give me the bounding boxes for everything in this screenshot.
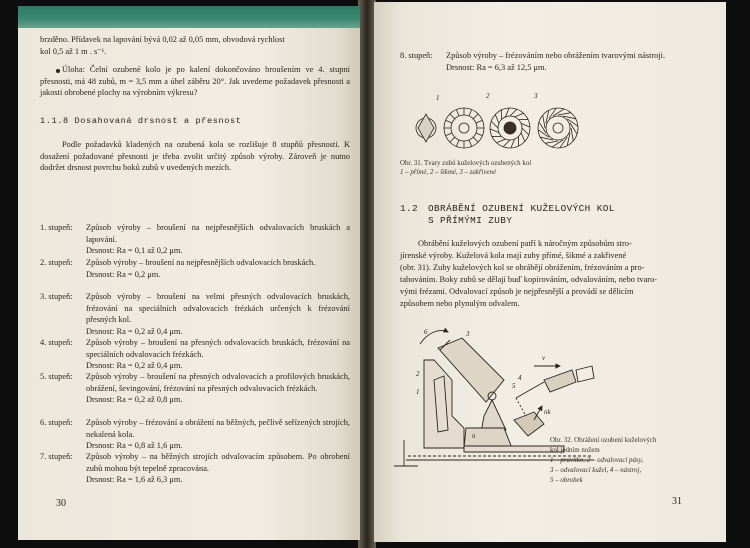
grade-7: [40, 451, 350, 486]
fig32-label-2: 2: [416, 370, 420, 378]
grade-8: [400, 50, 700, 73]
fig32-label-1: 1: [416, 388, 420, 396]
grade-label: 7. stupeň:: [40, 452, 73, 461]
fig31-label-1: 1: [436, 94, 440, 102]
figure-32-caption-line: 5 – obrobek: [550, 477, 583, 484]
fig32-label-4: 4: [518, 374, 522, 382]
section-heading-number: 1.2: [400, 203, 419, 214]
fig32-label-3: 3: [466, 330, 470, 338]
figure-31-legend: 1 – přímé, 2 – šikmé, 3 – zakřivené: [400, 169, 497, 176]
grade-roughness: Drsnost: Ra = 0,2 až 0,4 μm.: [86, 326, 183, 336]
grade-4: [40, 337, 350, 372]
grade-label: 3. stupeň:: [40, 292, 73, 301]
figure-32-caption-line: kol jedním nožem: [550, 447, 600, 454]
figure-31-caption: Obr. 31. Tvary zubů kuželových ozubených kol: [400, 160, 532, 167]
grade-1: [40, 222, 350, 257]
grade-method: Způsob výroby – broušení na velmi přesných odvalovacích bruskách, frézování na speciálních odvalovacích frézkách určených k frézování přesných kol.: [86, 292, 350, 325]
grade-8-text: Způsob výroby – frézováním nebo obrážením tvarovými nástroji.: [446, 51, 666, 60]
grade-roughness: Drsnost: Ra = 0,8 až 1,6 μm.: [86, 441, 183, 451]
page-number-left: 30: [56, 498, 66, 509]
grade-label: 2. stupeň:: [40, 258, 73, 267]
grade-roughness: Drsnost: Ra = 0,2 až 0,8 μm.: [86, 395, 183, 405]
grade-method: Způsob výroby – broušení na nejpřesnějších odvalovacích bruskách a lapování.: [86, 223, 350, 244]
fig32-label-v: v: [542, 354, 546, 362]
fig32-label-5: 5: [512, 382, 516, 390]
paragraph-line: Obrábění kuželových ozubení patří k náročným způsobům stro-: [418, 239, 632, 248]
grade-method: Způsob výroby – frézování a obrážení na běžných, pečlivě seřízených strojích, nekalená kola.: [86, 418, 350, 439]
grade-8-label: 8. stupeň:: [400, 51, 433, 60]
gear-straight-teeth-drawing: [416, 114, 436, 142]
figure-31-gear-shapes: [414, 90, 584, 154]
paragraph-line: tahováním. Boky zubů se dělají buď kopírováním, odvalováním, nebo tvaro-: [400, 275, 658, 284]
page-number-right: 31: [672, 496, 682, 507]
section-heading-line-1: OBRÁBĚNÍ OZUBENÍ KUŽELOVÝCH KOL: [428, 203, 615, 214]
fig31-label-3: 3: [534, 92, 538, 100]
fig31-label-2: 2: [486, 92, 490, 100]
grade-label: 1. stupeň:: [40, 223, 73, 232]
grade-2: [40, 257, 350, 280]
grade-8-roughness: Drsnost: Ra = 6,3 až 12,5 μm.: [446, 62, 547, 72]
paragraph-line: způsobem nebo plynulým odvalem.: [400, 299, 520, 308]
grade-roughness: Drsnost: Ra = 0,2 až 0,4 μm.: [86, 361, 183, 371]
fig32-label-n: n: [472, 432, 476, 440]
grade-roughness: Drsnost: Ra = 0,1 až 0,2 μm.: [86, 246, 183, 256]
gear-straight-drawing: [444, 108, 484, 148]
section-heading-line-2: S PŘÍMÝMI ZUBY: [428, 215, 513, 226]
grade-label: 4. stupeň:: [40, 338, 73, 347]
section-paragraph: Podle požadavků kladených na ozubená kola se rozlišuje 8 stupňů přesnosti. K dosažení požadované přesnosti je třeba zvolit určitý způsob výroby. Zároveň je nutno dodržet drsnost povrchu boků zubů v uvedených mezích.: [40, 140, 350, 173]
grade-6: [40, 417, 350, 452]
grade-method: Způsob výroby – broušení na nejpřesnějších odvalovacích bruskách.: [86, 258, 316, 267]
figure-32-caption-line: 3 – odvalovací kužel, 4 – nástroj,: [550, 467, 642, 474]
section-title: 1.1.8 Dosahovaná drsnost a přesnost: [40, 116, 242, 126]
intro-line-2: kol 0,5 až 1 m . s⁻¹.: [40, 47, 107, 56]
grade-label: 6. stupeň:: [40, 418, 73, 427]
grade-roughness: Drsnost: Ra = 1,6 až 6,3 μm.: [86, 475, 183, 485]
grade-method: Způsob výroby – na běžných strojích odvalovacím způsobem. Po obrobení zubů mohou být tepelně zpracována.: [86, 452, 350, 473]
paragraph-line: vými frézami. Odvalovací způsob je nejpřesnější a provádí se dělicím: [400, 287, 634, 296]
grade-5: [40, 371, 350, 406]
paragraph-line: jírenské výroby. Kuželová kola mají zuby přímé, šikmé a zakřivené: [400, 251, 627, 260]
gear-spiral-drawing: [538, 108, 578, 148]
grade-method: Způsob výroby – broušení na přesných odvalovacích a profilových bruskách, obrážení, ševingování, frézování na přesných odvalovacích frézkách.: [86, 372, 350, 393]
figure-32-caption-line: Obr. 32. Obrážení ozubení kuželových: [550, 437, 657, 444]
gear-helical-drawing: [490, 108, 530, 148]
grade-method: Způsob výroby – broušení na přesných odvalovacích bruskách, frézování na speciálních odvalovacích frézkách.: [86, 338, 350, 359]
fig32-label-6: 6: [424, 328, 428, 336]
task-paragraph: Úloha: Čelní ozubené kolo je po kalení dokončováno broušením ve 4. stupni přesnosti, má 48 zubů, m = 3,5 mm a úhel záběru 20°. Jak uvedeme požadavek přesnosti a jakosti obrobené plochy na výrobním výkresu?: [40, 65, 350, 98]
grade-roughness: Drsnost: Ra = 0,2 μm.: [86, 269, 161, 279]
paragraph-line: (obr. 31). Zuby kuželových kol se obrábějí obrážením, frézováním a pro-: [400, 263, 645, 272]
figure-32-caption-line: 1 – pravítko, 2 – odvalovací pásy,: [550, 457, 644, 464]
fig32-label-nk: nk: [544, 408, 551, 416]
right-page: [374, 2, 726, 542]
intro-line-1: brzděno. Přídavek na lapování bývá 0,02 až 0,05 mm, obvodová rychlost: [40, 35, 285, 44]
grade-label: 5. stupeň:: [40, 372, 73, 381]
grade-3: [40, 291, 350, 337]
left-page: [18, 6, 360, 540]
